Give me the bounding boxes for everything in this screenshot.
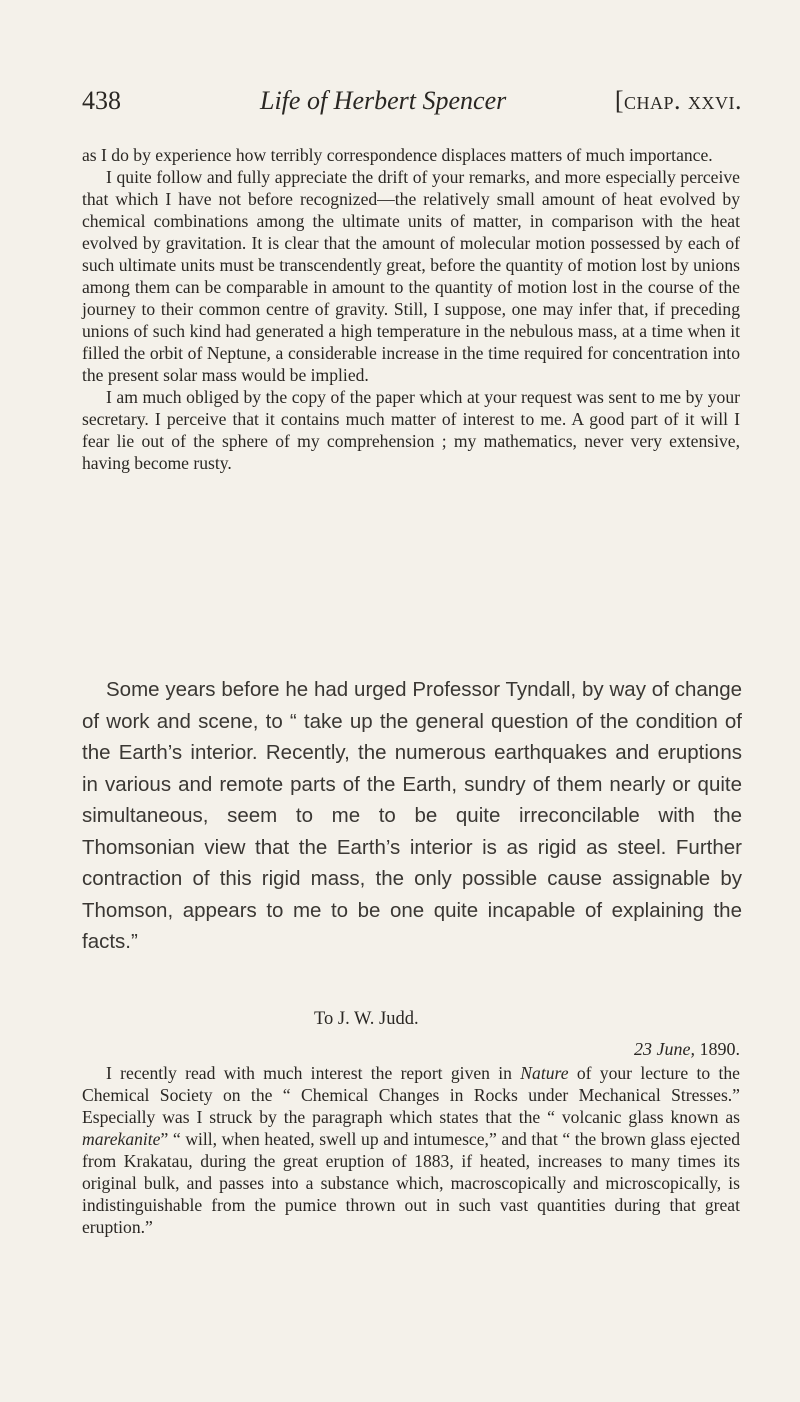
text-run: I recently read with much interest the report given in	[106, 1063, 512, 1083]
page-header	[82, 86, 742, 126]
letter-recipient	[314, 1008, 419, 1030]
paragraph: I am much obliged by the copy of the paper which at your request was sent to me by your secretary. I perceive that it contains much matter of interest to me. A good part of it will I fear lie out of the sphere of my comprehension ; my mathematics, never very extensive, having become rusty.	[82, 387, 740, 473]
narrative-section	[82, 674, 742, 958]
chapter-reference: [chap. xxvi.	[614, 86, 742, 115]
mineral-term: marekanite	[82, 1129, 161, 1149]
text-run: of your lecture to the Chemical Society on the “ Chemical Changes in Rocks under Mechanical Stresses.” Especially was I struck by the paragraph which states that the “ volcanic glass known as	[82, 1063, 740, 1127]
date-day: 23 June,	[634, 1039, 695, 1059]
date-year: 1890.	[699, 1039, 740, 1059]
narrative-paragraph: Some years before he had urged Professor Tyndall, by way of change of work and scene, to “ take up the general question of the condition of the Earth’s interior. Recently, the numerous earthquakes and eruptions in various and remote parts of the Earth, sundry of them nearly or quite simultaneous, seem to me to be quite irreconcilable with the Thomsonian view that the Earth’s interior is as rigid as steel. Further contraction of this rigid mass, the only possible cause assignable by Thomson, appears to me to be one quite incapable of explaining the facts.”	[82, 678, 742, 953]
letter-date	[634, 1038, 740, 1060]
journal-title: Nature	[520, 1063, 569, 1083]
paragraph	[82, 1062, 740, 1238]
text-run: ” “ will, when heated, swell up and intumesce,” and that “ the brown glass ejected from Krakatau, during the great eruption of 1883, if heated, increases to many times its original bulk, and passes into a substance which, macroscopically and microscopically, is indistinguishable from the pumice thrown out in such vast quantities during that great eruption.”	[82, 1129, 740, 1237]
letter-body	[82, 1062, 740, 1238]
letter-continuation	[82, 144, 740, 474]
running-title: Life of Herbert Spencer	[260, 86, 507, 115]
recipient-text: To J. W. Judd.	[314, 1009, 419, 1029]
paragraph: as I do by experience how terribly correspondence displaces matters of much importance.	[82, 145, 713, 165]
paragraph: I quite follow and fully appreciate the drift of your remarks, and more especially perceive that which I have not before recognized—the relatively small amount of heat evolved by chemical combinations among the ultimate units of matter, in comparison with the heat evolved by gravitation. It is clear that the amount of molecular motion possessed by each of such ultimate units must be transcendently great, before the quantity of motion lost by unions among them can be comparable in amount to the quantity of motion lost in the course of the journey to their common centre of gravity. Still, I suppose, one may infer that, if preceding unions of such kind had generated a high temperature in the nebulous mass, at a time when it filled the orbit of Neptune, a considerable increase in the time required for concentration into the present solar mass would be implied.	[82, 167, 740, 385]
page-number: 438	[82, 86, 121, 115]
